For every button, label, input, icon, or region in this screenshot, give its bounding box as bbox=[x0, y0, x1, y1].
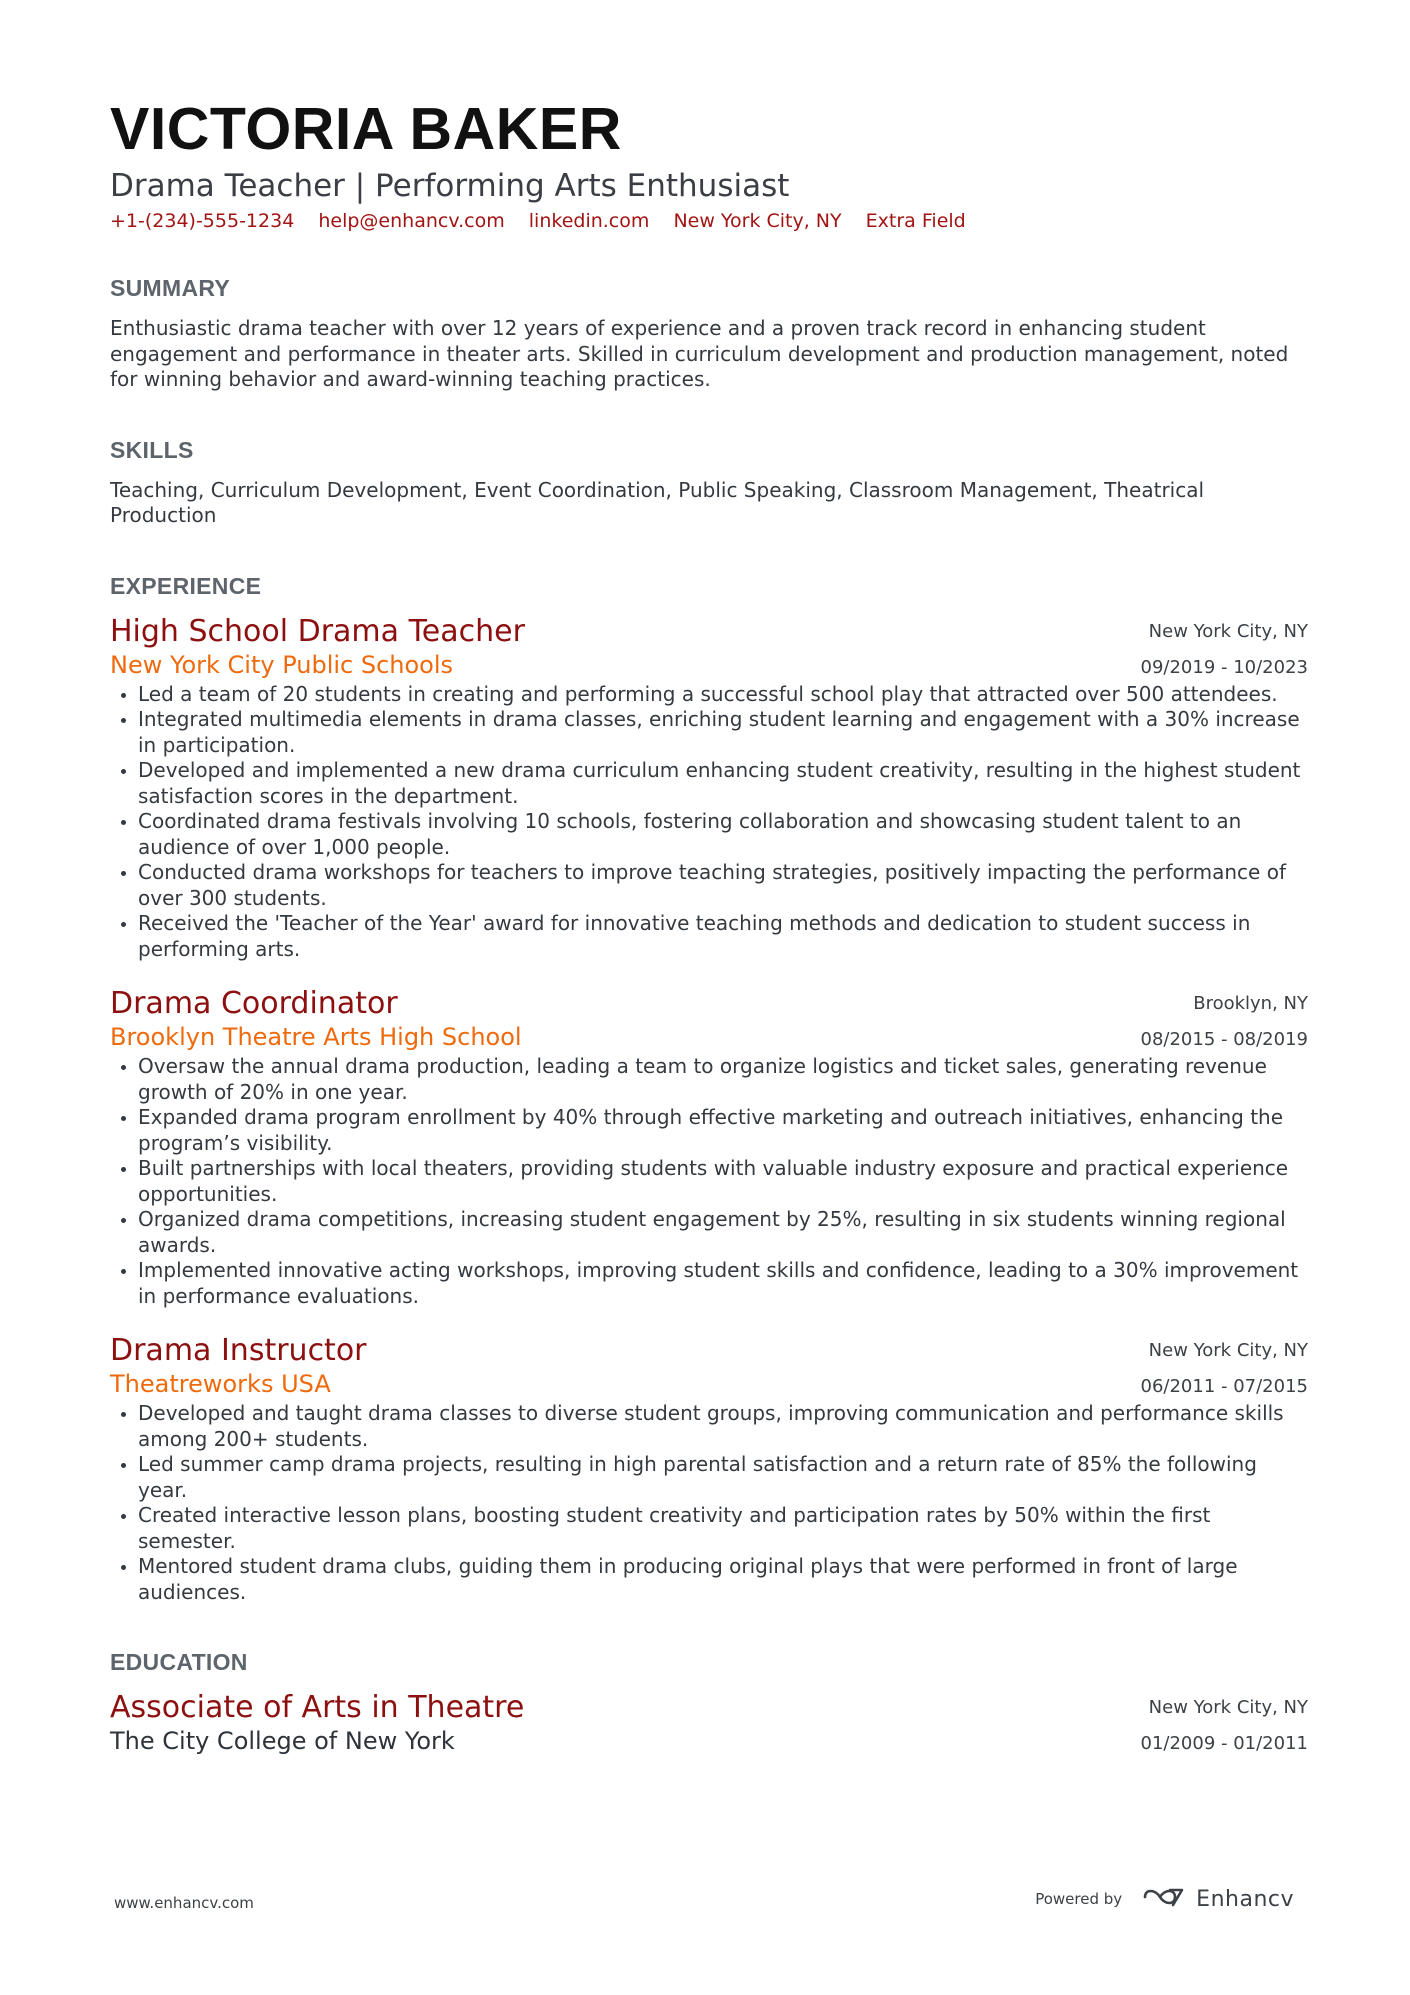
list-item: • Implemented innovative acting workshops, improving student skills and confidence, leading to a 30% improvement in performance evaluations. bbox=[138, 1258, 1308, 1309]
job-location: Brooklyn, NY bbox=[1193, 993, 1308, 1014]
education-meta bbox=[1141, 1690, 1309, 1762]
job-location: New York City, NY bbox=[1148, 620, 1308, 642]
job-role: High School Drama Teacher bbox=[110, 613, 525, 649]
contact-extra: Extra Field bbox=[865, 210, 966, 232]
job-organization: Theatreworks USA bbox=[110, 1370, 331, 1398]
list-item: • Led a team of 20 students in creating and performing a successful school play that attracted over 500 attendees. bbox=[138, 682, 1308, 708]
candidate-title: Drama Teacher | Performing Arts Enthusiast bbox=[110, 168, 790, 204]
candidate-name: VICTORIA BAKER bbox=[110, 96, 622, 162]
list-item: • Expanded drama program enrollment by 40% through effective marketing and outreach initiatives, enhancing the program’s visibility. bbox=[138, 1105, 1308, 1156]
job-entry bbox=[110, 614, 1308, 963]
education-degree: Associate of Arts in Theatre bbox=[110, 1690, 525, 1725]
education-location: New York City, NY bbox=[1148, 1697, 1308, 1718]
brand-name: Enhancv bbox=[1196, 1886, 1294, 1912]
list-item: • Coordinated drama festivals involving 10 schools, fostering collaboration and showcasing student talent to an audience of over 1,000 people. bbox=[138, 809, 1308, 860]
education-entry bbox=[110, 1690, 1308, 1756]
job-bullets bbox=[110, 1054, 1308, 1309]
skills-heading: SKILLS bbox=[110, 436, 194, 463]
powered-by-label: Powered by bbox=[1035, 1890, 1123, 1908]
job-meta bbox=[1141, 614, 1309, 686]
list-item: • Oversaw the annual drama production, leading a team to organize logistics and ticket sales, generating revenue growth of 20% in one year. bbox=[138, 1054, 1308, 1105]
contact-email[interactable]: help@enhancv.com bbox=[318, 210, 505, 232]
contact-line bbox=[110, 209, 1308, 233]
job-dates: 08/2015 - 08/2019 bbox=[1140, 1029, 1308, 1050]
job-dates: 09/2019 - 10/2023 bbox=[1140, 656, 1308, 678]
footer-website[interactable]: www.enhancv.com bbox=[114, 1894, 254, 1912]
list-item: • Received the 'Teacher of the Year' award for innovative teaching methods and dedication to student success in performing arts. bbox=[138, 911, 1308, 962]
job-bullets bbox=[110, 682, 1308, 963]
contact-linkedin[interactable]: linkedin.com bbox=[528, 210, 650, 232]
job-organization: Brooklyn Theatre Arts High School bbox=[110, 1023, 522, 1051]
list-item: • Created interactive lesson plans, boosting student creativity and participation rates by 50% within the first semester. bbox=[138, 1503, 1308, 1554]
list-item: • Led summer camp drama projects, resulting in high parental satisfaction and a return rate of 85% the following year. bbox=[138, 1452, 1308, 1503]
job-dates: 06/2011 - 07/2015 bbox=[1140, 1376, 1308, 1397]
skills-text: Teaching, Curriculum Development, Event Coordination, Public Speaking, Classroom Management, Theatrical Production bbox=[110, 477, 1205, 527]
education-dates: 01/2009 - 01/2011 bbox=[1140, 1733, 1308, 1754]
list-item: • Built partnerships with local theaters, providing students with valuable industry exposure and practical experience opportunities. bbox=[138, 1156, 1308, 1207]
job-bullets bbox=[110, 1401, 1308, 1605]
job-role: Drama Coordinator bbox=[110, 986, 398, 1021]
list-item: • Organized drama competitions, increasing student engagement by 25%, resulting in six students winning regional awards. bbox=[138, 1207, 1308, 1258]
list-item: • Integrated multimedia elements in drama classes, enriching student learning and engagement with a 30% increase in participation. bbox=[138, 707, 1308, 758]
job-meta bbox=[1141, 986, 1309, 1058]
list-item: • Mentored student drama clubs, guiding them in producing original plays that were performed in front of large audiences. bbox=[138, 1554, 1308, 1605]
contact-location: New York City, NY bbox=[673, 210, 842, 232]
list-item: • Developed and implemented a new drama curriculum enhancing student creativity, resulting in the highest student satisfaction scores in the department. bbox=[138, 758, 1308, 809]
job-role: Drama Instructor bbox=[110, 1333, 367, 1368]
list-item: • Developed and taught drama classes to diverse student groups, improving communication and performance skills among 200+ students. bbox=[138, 1401, 1308, 1452]
education-school: The City College of New York bbox=[110, 1727, 455, 1755]
job-entry bbox=[110, 1333, 1308, 1605]
contact-phone[interactable]: +1-(234)-555-1234 bbox=[110, 210, 295, 232]
footer-branding bbox=[1035, 1884, 1294, 1914]
job-meta bbox=[1141, 1333, 1309, 1405]
experience-heading: EXPERIENCE bbox=[110, 572, 262, 599]
job-organization: New York City Public Schools bbox=[110, 650, 454, 679]
summary-heading: SUMMARY bbox=[110, 275, 231, 301]
brand-logo[interactable] bbox=[1142, 1884, 1294, 1914]
job-location: New York City, NY bbox=[1148, 1340, 1308, 1361]
resume-content bbox=[110, 92, 1308, 1756]
enhancv-logo-icon bbox=[1142, 1884, 1186, 1914]
summary-text: Enthusiastic drama teacher with over 12 years of experience and a proven track record in enhancing student engagement and performance in theater arts. Skilled in curriculum development and production management, noted for winning behavior and award-winning teaching practices. bbox=[110, 316, 1289, 391]
education-heading: EDUCATION bbox=[110, 1649, 248, 1675]
job-entry bbox=[110, 986, 1308, 1309]
list-item: • Conducted drama workshops for teachers to improve teaching strategies, positively impacting the performance of over 300 students. bbox=[138, 860, 1308, 911]
